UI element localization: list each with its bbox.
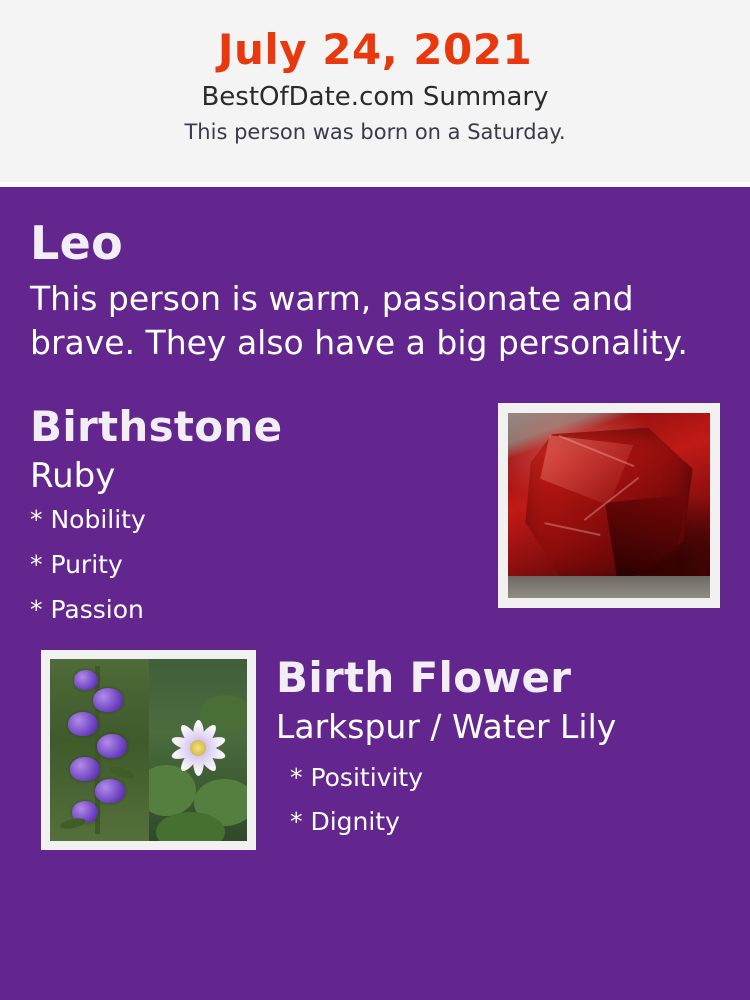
larkspur-bloom [97, 734, 127, 758]
body-panel [0, 187, 750, 1000]
larkspur-bloom [74, 670, 98, 690]
ruby-surface-ground [508, 576, 710, 598]
birth-flower-title: Birth Flower [276, 653, 572, 702]
birthstone-photo-frame [498, 403, 720, 608]
birthstone-trait: * Purity [30, 550, 123, 579]
larkspur-bloom [68, 712, 98, 736]
larkspur-leaf [55, 738, 82, 757]
larkspur-bloom [95, 779, 125, 803]
birthstone-trait: * Passion [30, 595, 144, 624]
birth-flower-text [276, 650, 720, 844]
zodiac-description: This person is warm, passionate and brave. They also have a big personality. [30, 279, 688, 362]
birth-flower-trait: * Dignity [290, 807, 400, 836]
birthstone-section [30, 401, 720, 632]
water-lily-bloom [166, 710, 229, 786]
ruby-gemstone-photo [508, 413, 710, 598]
water-lily-photo [149, 659, 248, 841]
lily-flower-center [190, 740, 206, 756]
larkspur-water-lily-photo [50, 659, 247, 841]
site-summary-label: BestOfDate.com Summary [201, 82, 549, 112]
larkspur-photo [50, 659, 149, 841]
birthstone-name: Ruby [30, 456, 116, 496]
birth-flower-trait: * Positivity [290, 763, 423, 792]
birth-day-note: This person was born on a Saturday. [184, 120, 566, 144]
header [0, 0, 750, 182]
birth-flower-name: Larkspur / Water Lily [276, 707, 617, 746]
zodiac-sign-name: Leo [30, 216, 124, 270]
zodiac-section [30, 187, 720, 365]
birthstone-trait: * Nobility [30, 505, 146, 534]
larkspur-leaf [59, 817, 86, 831]
birth-flower-section [30, 650, 720, 870]
larkspur-bloom [70, 757, 100, 781]
larkspur-bloom [93, 688, 123, 712]
birthstone-title: Birthstone [30, 402, 283, 451]
page-title-date: July 24, 2021 [217, 25, 533, 74]
birth-flower-photo-frame [41, 650, 256, 850]
birth-flower-traits [276, 756, 720, 844]
